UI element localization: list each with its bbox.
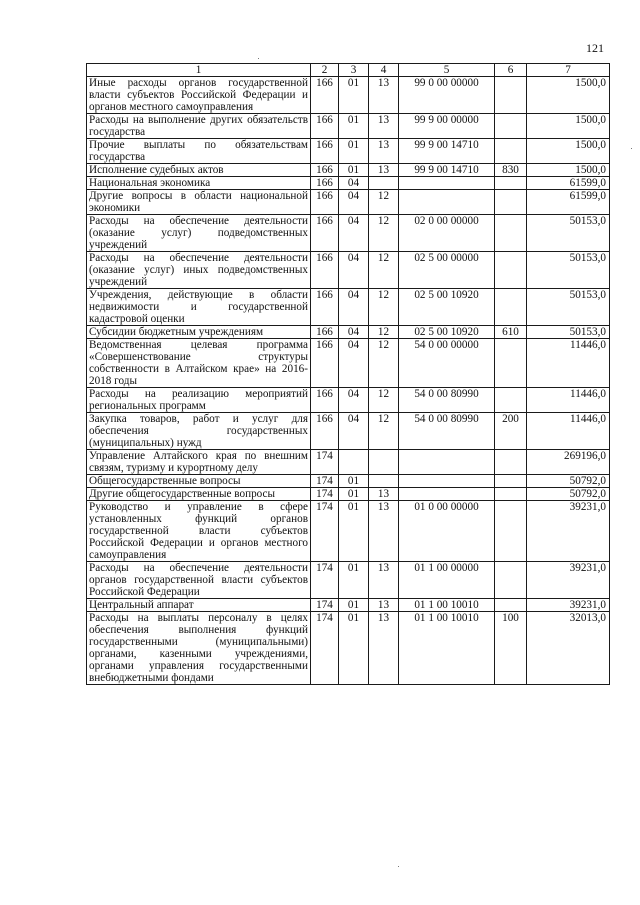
row-name-cell: Прочие выплаты по обязательствам государства	[87, 139, 311, 164]
header-cell: 6	[495, 64, 527, 77]
section-code-cell: 01	[339, 501, 369, 562]
table-row	[87, 164, 610, 177]
amount-cell: 32013,0	[527, 612, 610, 685]
section-code-cell: 01	[339, 562, 369, 599]
department-code-cell: 166	[311, 77, 339, 114]
department-code-cell: 174	[311, 501, 339, 562]
expense-type-code-cell: 100	[495, 612, 527, 685]
expense-type-code-cell	[495, 388, 527, 413]
table-row	[87, 488, 610, 501]
target-item-code-cell: 02 0 00 00000	[399, 215, 495, 252]
department-code-cell: 166	[311, 388, 339, 413]
row-name-cell: Ведомственная целевая программа «Совершенствование структуры собственности в Алтайском крае» на 2016-2018 годы	[87, 339, 311, 388]
section-code-cell: 04	[339, 289, 369, 326]
amount-cell: 1500,0	[527, 164, 610, 177]
subsection-code-cell: 12	[369, 289, 399, 326]
table-row	[87, 190, 610, 215]
target-item-code-cell	[399, 475, 495, 488]
section-code-cell: 04	[339, 215, 369, 252]
expense-type-code-cell	[495, 450, 527, 475]
section-code-cell: 04	[339, 413, 369, 450]
table-row	[87, 114, 610, 139]
target-item-code-cell	[399, 488, 495, 501]
header-cell: 3	[339, 64, 369, 77]
department-code-cell: 166	[311, 164, 339, 177]
target-item-code-cell: 54 0 00 80990	[399, 388, 495, 413]
row-name-cell: Закупка товаров, работ и услуг для обеспечения государственных (муниципальных) нужд	[87, 413, 311, 450]
target-item-code-cell: 99 9 00 14710	[399, 139, 495, 164]
row-name-cell: Расходы на обеспечение деятельности (оказание услуг) подведомственных учреждений	[87, 215, 311, 252]
header-cell: 1	[87, 64, 311, 77]
row-name-cell: Расходы на обеспечение деятельности (оказание услуг) иных подведомственных учреждений	[87, 252, 311, 289]
amount-cell: 39231,0	[527, 501, 610, 562]
row-name-cell: Расходы на реализацию мероприятий региональных программ	[87, 388, 311, 413]
subsection-code-cell: 13	[369, 139, 399, 164]
table-row	[87, 326, 610, 339]
section-code-cell: 01	[339, 114, 369, 139]
expense-type-code-cell	[495, 488, 527, 501]
expense-type-code-cell	[495, 252, 527, 289]
target-item-code-cell	[399, 177, 495, 190]
expense-type-code-cell	[495, 77, 527, 114]
budget-table	[86, 63, 610, 685]
department-code-cell: 166	[311, 177, 339, 190]
subsection-code-cell: 13	[369, 562, 399, 599]
expense-type-code-cell: 200	[495, 413, 527, 450]
section-code-cell: 01	[339, 612, 369, 685]
subsection-code-cell: 13	[369, 164, 399, 177]
table-row	[87, 475, 610, 488]
subsection-code-cell: 12	[369, 215, 399, 252]
amount-cell: 1500,0	[527, 139, 610, 164]
target-item-code-cell: 01 1 00 10010	[399, 599, 495, 612]
row-name-cell: Учреждения, действующие в области недвижимости и государственной кадастровой оценки	[87, 289, 311, 326]
section-code-cell: 04	[339, 388, 369, 413]
header-cell: 4	[369, 64, 399, 77]
amount-cell: 61599,0	[527, 190, 610, 215]
subsection-code-cell: 12	[369, 388, 399, 413]
page-number: 121	[586, 41, 604, 55]
table-row	[87, 339, 610, 388]
department-code-cell: 166	[311, 215, 339, 252]
table-row	[87, 139, 610, 164]
subsection-code-cell: 13	[369, 114, 399, 139]
scan-speck	[631, 148, 632, 149]
amount-cell: 50153,0	[527, 215, 610, 252]
expense-type-code-cell	[495, 139, 527, 164]
row-name-cell: Другие общегосударственные вопросы	[87, 488, 311, 501]
row-name-cell: Другие вопросы в области национальной экономики	[87, 190, 311, 215]
table-row	[87, 289, 610, 326]
subsection-code-cell: 13	[369, 612, 399, 685]
target-item-code-cell: 54 0 00 80990	[399, 413, 495, 450]
section-code-cell: 04	[339, 326, 369, 339]
target-item-code-cell: 99 0 00 00000	[399, 77, 495, 114]
target-item-code-cell: 02 5 00 10920	[399, 326, 495, 339]
section-code-cell	[339, 450, 369, 475]
amount-cell: 11446,0	[527, 339, 610, 388]
row-name-cell: Субсидии бюджетным учреждениям	[87, 326, 311, 339]
expense-type-code-cell: 830	[495, 164, 527, 177]
subsection-code-cell: 12	[369, 339, 399, 388]
header-cell: 5	[399, 64, 495, 77]
expense-type-code-cell	[495, 562, 527, 599]
table-row	[87, 599, 610, 612]
department-code-cell: 166	[311, 190, 339, 215]
amount-cell: 11446,0	[527, 388, 610, 413]
table-row	[87, 450, 610, 475]
row-name-cell: Иные расходы органов государственной власти субъектов Российской Федерации и органов местного самоуправления	[87, 77, 311, 114]
amount-cell: 50792,0	[527, 488, 610, 501]
section-code-cell: 01	[339, 164, 369, 177]
department-code-cell: 166	[311, 326, 339, 339]
department-code-cell: 174	[311, 599, 339, 612]
amount-cell: 1500,0	[527, 77, 610, 114]
department-code-cell: 166	[311, 339, 339, 388]
target-item-code-cell: 02 5 00 10920	[399, 289, 495, 326]
department-code-cell: 174	[311, 562, 339, 599]
amount-cell: 61599,0	[527, 177, 610, 190]
expense-type-code-cell	[495, 599, 527, 612]
subsection-code-cell: 13	[369, 501, 399, 562]
row-name-cell: Руководство и управление в сфере установленных функций органов государственной власти субъектов Российской Федерации и органов местного самоуправления	[87, 501, 311, 562]
target-item-code-cell: 01 0 00 00000	[399, 501, 495, 562]
amount-cell: 269196,0	[527, 450, 610, 475]
target-item-code-cell: 01 1 00 10010	[399, 612, 495, 685]
expense-type-code-cell	[495, 501, 527, 562]
expense-type-code-cell	[495, 475, 527, 488]
row-name-cell: Расходы на обеспечение деятельности органов государственной власти субъектов Российской Федерации	[87, 562, 311, 599]
target-item-code-cell	[399, 190, 495, 215]
amount-cell: 50153,0	[527, 289, 610, 326]
table-header-row	[87, 64, 610, 77]
row-name-cell: Расходы на выполнение других обязательств государства	[87, 114, 311, 139]
subsection-code-cell: 13	[369, 599, 399, 612]
table-row	[87, 215, 610, 252]
subsection-code-cell: 13	[369, 77, 399, 114]
subsection-code-cell: 12	[369, 190, 399, 215]
subsection-code-cell	[369, 450, 399, 475]
row-name-cell: Расходы на выплаты персоналу в целях обеспечения выполнения функций государственными (муниципальными) органами, казенными учреждениями, органами управления государственными внебюджетными фондами	[87, 612, 311, 685]
header-cell: 2	[311, 64, 339, 77]
table-row	[87, 77, 610, 114]
table-row	[87, 562, 610, 599]
table-row	[87, 413, 610, 450]
header-cell: 7	[527, 64, 610, 77]
target-item-code-cell: 54 0 00 00000	[399, 339, 495, 388]
section-code-cell: 01	[339, 77, 369, 114]
amount-cell: 50153,0	[527, 252, 610, 289]
subsection-code-cell	[369, 177, 399, 190]
section-code-cell: 01	[339, 475, 369, 488]
amount-cell: 50153,0	[527, 326, 610, 339]
table-row	[87, 612, 610, 685]
target-item-code-cell: 02 5 00 00000	[399, 252, 495, 289]
section-code-cell: 04	[339, 252, 369, 289]
row-name-cell: Общегосударственные вопросы	[87, 475, 311, 488]
subsection-code-cell: 13	[369, 488, 399, 501]
target-item-code-cell: 01 1 00 00000	[399, 562, 495, 599]
table-row	[87, 501, 610, 562]
table-row	[87, 252, 610, 289]
amount-cell: 39231,0	[527, 562, 610, 599]
department-code-cell: 174	[311, 488, 339, 501]
section-code-cell: 01	[339, 139, 369, 164]
department-code-cell: 166	[311, 252, 339, 289]
department-code-cell: 166	[311, 289, 339, 326]
scan-speck	[398, 866, 399, 867]
table-row	[87, 388, 610, 413]
expense-type-code-cell	[495, 177, 527, 190]
row-name-cell: Управление Алтайского края по внешним связям, туризму и курортному делу	[87, 450, 311, 475]
scan-speck	[258, 58, 259, 59]
table-row	[87, 177, 610, 190]
expense-type-code-cell	[495, 114, 527, 139]
target-item-code-cell	[399, 450, 495, 475]
section-code-cell: 01	[339, 599, 369, 612]
subsection-code-cell: 12	[369, 326, 399, 339]
expense-type-code-cell	[495, 289, 527, 326]
amount-cell: 11446,0	[527, 413, 610, 450]
department-code-cell: 166	[311, 139, 339, 164]
section-code-cell: 04	[339, 190, 369, 215]
expense-type-code-cell	[495, 190, 527, 215]
amount-cell: 39231,0	[527, 599, 610, 612]
target-item-code-cell: 99 9 00 14710	[399, 164, 495, 177]
section-code-cell: 04	[339, 339, 369, 388]
expense-type-code-cell	[495, 215, 527, 252]
subsection-code-cell: 12	[369, 413, 399, 450]
department-code-cell: 166	[311, 413, 339, 450]
row-name-cell: Центральный аппарат	[87, 599, 311, 612]
row-name-cell: Национальная экономика	[87, 177, 311, 190]
expense-type-code-cell	[495, 339, 527, 388]
amount-cell: 1500,0	[527, 114, 610, 139]
amount-cell: 50792,0	[527, 475, 610, 488]
section-code-cell: 01	[339, 488, 369, 501]
department-code-cell: 174	[311, 450, 339, 475]
row-name-cell: Исполнение судебных актов	[87, 164, 311, 177]
department-code-cell: 174	[311, 475, 339, 488]
department-code-cell: 166	[311, 114, 339, 139]
department-code-cell: 174	[311, 612, 339, 685]
section-code-cell: 04	[339, 177, 369, 190]
target-item-code-cell: 99 9 00 00000	[399, 114, 495, 139]
expense-type-code-cell: 610	[495, 326, 527, 339]
subsection-code-cell	[369, 475, 399, 488]
subsection-code-cell: 12	[369, 252, 399, 289]
